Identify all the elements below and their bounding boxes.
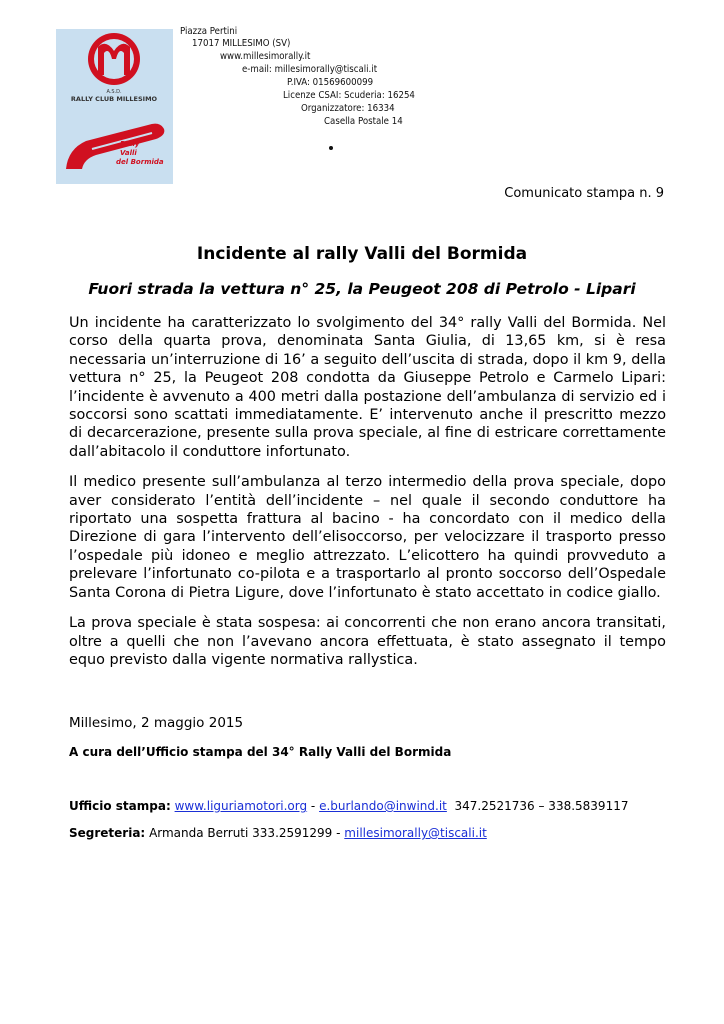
logo-text-valli: Valli <box>120 149 137 157</box>
press-release-number: Comunicato stampa n. 9 <box>504 186 664 201</box>
logo-text-club: RALLY CLUB MILLESIMO <box>70 95 158 103</box>
page-title: Incidente al rally Valli del Bormida <box>196 244 528 264</box>
rally-club-logo <box>56 29 173 184</box>
address-line: Casella Postale 14 <box>324 116 403 127</box>
secretary-contact <box>69 826 487 840</box>
paragraph: La prova speciale è stata sospesa: ai concorrenti che non erano ancora transitati, oltre a quelli che non l’avevano ancora effettuata, è stato assegnato il tempo equo previsto dalla vigente normativa rallystica. <box>69 615 666 668</box>
paragraph: Il medico presente sull’ambulanza al terzo intermedio della prova speciale, dopo aver considerato l’entità dell’incidente – nel quale il secondo conduttore ha riportato una sospetta frattura al bacino - ha concordato con il medico della Direzione di gara l’intervento dell’elisoccorso, per velocizzare il trasporto presso l’ospedale più idoneo e meglio attrezzato. L’elicottero ha quindi provveduto a prelevare l’infortunato co-pilota e a trasportarlo al pronto soccorso dell’Ospedale Santa Corona di Pietra Ligure, dove l’infortunato è stato accettato in codice giallo. <box>69 474 666 601</box>
address-line: Licenze CSAI: Scuderia: 16254 <box>283 90 415 101</box>
separator: - <box>310 799 316 813</box>
press-office-label: Ufficio stampa: <box>69 799 171 813</box>
press-email-link[interactable]: e.burlando@inwind.it <box>319 799 447 813</box>
address-line: e-mail: millesimorally@tiscali.it <box>242 64 378 75</box>
logo-text-asd: A.S.D. <box>106 89 122 95</box>
address-line: www.millesimorally.it <box>220 51 311 62</box>
release-date: Millesimo, 2 maggio 2015 <box>69 715 244 731</box>
logo-text-bormida: del Bormida <box>116 158 164 166</box>
address-line: P.IVA: 01569600099 <box>287 77 374 88</box>
address-line: 17017 MILLESIMO (SV) <box>192 38 291 49</box>
page-subtitle: Fuori strada la vettura n° 25, la Peugeot 208 di Petrolo - Lipari <box>88 280 636 298</box>
curator-line: A cura dell’Ufficio stampa del 34° Rally Valli del Bormida <box>69 745 452 759</box>
secretary-text: Armanda Berruti 333.2591299 - <box>149 826 341 840</box>
bullet-dot <box>329 146 333 150</box>
address-line: Piazza Pertini <box>180 26 238 37</box>
logo-text-rally: Rally <box>120 140 140 148</box>
liguriamotori-link[interactable]: www.liguriamotori.org <box>174 799 308 813</box>
paragraph: Un incidente ha caratterizzato lo svolgimento del 34° rally Valli del Bormida. Nel corso della quarta prova, denominata Santa Giulia, di 13,65 km, si è resa necessaria un’interruzione di 16’ a seguito dell’uscita di strada, dopo il km 9, della vettura n° 25, la Peugeot 208 condotta da Giuseppe Petrolo e Carmelo Lipari: l’incidente è avvenuto a 400 metri dalla postazione dell’ambulanza di servizio ed i soccorsi sono scattati immediatamente. E’ intervenuto anche il prescritto mezzo di decarcerazione, presente sulla prova speciale, al fine di estricare correttamente dall’abitacolo il conduttore infortunato. <box>69 315 666 460</box>
secretary-label: Segreteria: <box>69 826 146 840</box>
address-line: Organizzatore: 16334 <box>301 103 395 114</box>
press-office-contact <box>69 799 628 813</box>
secretary-email-link[interactable]: millesimorally@tiscali.it <box>344 826 487 840</box>
article-body <box>69 314 666 681</box>
press-phones: 347.2521736 – 338.5839117 <box>454 799 629 813</box>
organizer-address <box>170 26 430 136</box>
